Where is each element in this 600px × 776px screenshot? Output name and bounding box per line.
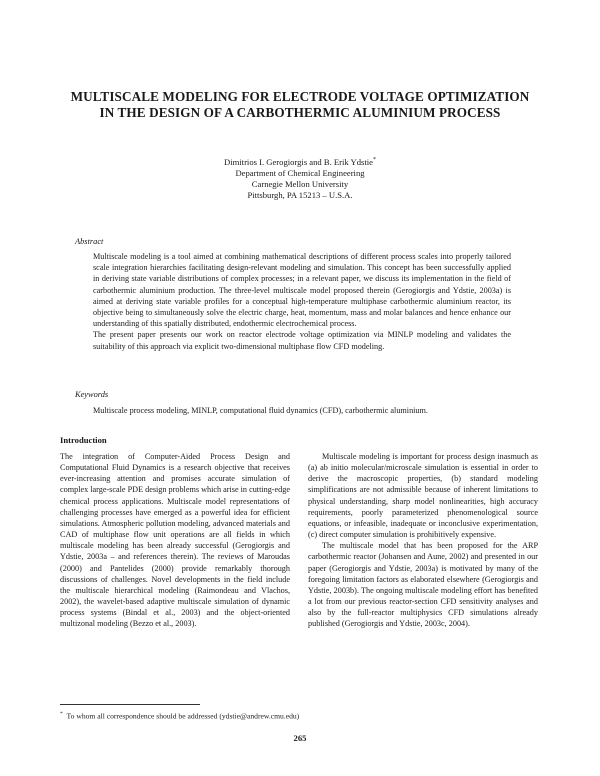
footnote-text: To whom all correspondence should be addressed (ydstie@andrew.cmu.edu) bbox=[66, 711, 300, 721]
footnote-mark: * bbox=[60, 711, 63, 717]
abstract-paragraph-1: Multiscale modeling is a tool aimed at combining mathematical descriptions of different process scales into properly tailored scale integration hierarchies facilitating design-relevant modeling and simulation. This concept has been successfully applied in deriving state variable distributions of complex processes; in a relevant paper, we discuss its implementation in the field of carbothermic aluminium production. The three-level multiscale model proposed therein (Gerogiorgis and Ydstie, 2003a) is aimed at deriving state variable profiles for a conceptual high-temperature multiphase carbothermic aluminium reactor, its objective being to simultaneously solve the electric charge, heat, momentum, mass and molar balances and hence enhance our understanding of this spatially distributed, endothermic electrochemical process. bbox=[93, 252, 511, 329]
left-column bbox=[60, 451, 290, 630]
author-address: Pittsburgh, PA 15213 – U.S.A. bbox=[247, 189, 353, 200]
paper-title bbox=[40, 89, 560, 121]
introduction-heading: Introduction bbox=[60, 435, 107, 445]
footnote bbox=[60, 709, 299, 722]
page-number: 265 bbox=[293, 733, 307, 743]
author-names-text: Dimitrios I. Gerogiorgis and B. Erik Ydstie bbox=[224, 156, 373, 167]
author-department: Department of Chemical Engineering bbox=[235, 167, 365, 178]
title-line-1: MULTISCALE MODELING FOR ELECTRODE VOLTAGE OPTIMIZATION bbox=[70, 89, 530, 104]
keywords-text: Multiscale process modeling, MINLP, computational fluid dynamics (CFD), carbothermic aluminium. bbox=[93, 406, 428, 415]
intro-right-paragraph-1: Multiscale modeling is important for process design inasmuch as (a) ab initio molecular/microscale simulation is essential in order to derive the macroscopic properties, (b) standard modeling simplifications are not admissible because of inherent limitations to physical understanding, sharp model nonlinearities, high accuracy requirements, poorly parameterized phenomenological source equations, or infeasible, inadequate or inconclusive experimentation, (c) direct computer simulation is prohibitively expensive. bbox=[308, 452, 538, 540]
author-university: Carnegie Mellon University bbox=[251, 178, 349, 189]
keywords-heading: Keywords bbox=[75, 390, 109, 399]
intro-left-paragraph-1: The integration of Computer-Aided Process Design and Computational Fluid Dynamics is a research objective that receives ever-increasing attention and promises accurate simulation of complex large-scale PDE design problems which arise in cutting-edge chemical process applications. Multiscale model representations of challenging processes have emerged as a powerful idea for efficient simulations. Atmospheric pollution modeling, advanced materials and CAD of multiphase flow unit operations are all fields in which multiscale modeling has been already successful (Gerogiorgis and Ydstie, 2003a – and references therein). The reviews of Maroudas (2000) and Pantelides (2000) provide remarkably thorough discussions of challenges. Novel developments in the field include the multiscale hierarchical modeling (Raimondeau and Vlachos, 2002), the wavelet-based adaptive multiscale simulation of dynamic process systems (Bindal et al., 2003) and the object-oriented multizonal modeling (Bezzo et al., 2003). bbox=[60, 452, 290, 629]
footnote-divider bbox=[60, 704, 200, 705]
author-block bbox=[150, 155, 450, 201]
abstract-heading: Abstract bbox=[75, 237, 104, 246]
right-column bbox=[308, 451, 538, 630]
abstract-paragraph-2: The present paper presents our work on reactor electrode voltage optimization via MINLP modeling and validates the suitability of this approach via explicit two-dimensional multiphase flow CFD modeling. bbox=[93, 330, 511, 351]
abstract-body bbox=[93, 251, 511, 352]
author-names bbox=[150, 155, 450, 168]
author-mark: * bbox=[372, 157, 376, 163]
intro-right-paragraph-2: The multiscale model that has been proposed for the ARP carbothermic reactor (Johansen and Aune, 2002) and presented in our paper (Gerogiorgis and Ydstie, 2003a) is motivated by many of the foregoing limitation factors as elaborated elsewhere (Gerogiorgis and Ydstie, 2003b). The ongoing multiscale modeling effort has benefited a lot from our previous reactor-section CFD sensitivity analyses and also by the full-reactor multiphysics CFD simulations already published (Gerogiorgis and Ydstie, 2003c, 2004). bbox=[308, 541, 538, 629]
title-line-2: IN THE DESIGN OF A CARBOTHERMIC ALUMINIUM PROCESS bbox=[99, 105, 501, 120]
